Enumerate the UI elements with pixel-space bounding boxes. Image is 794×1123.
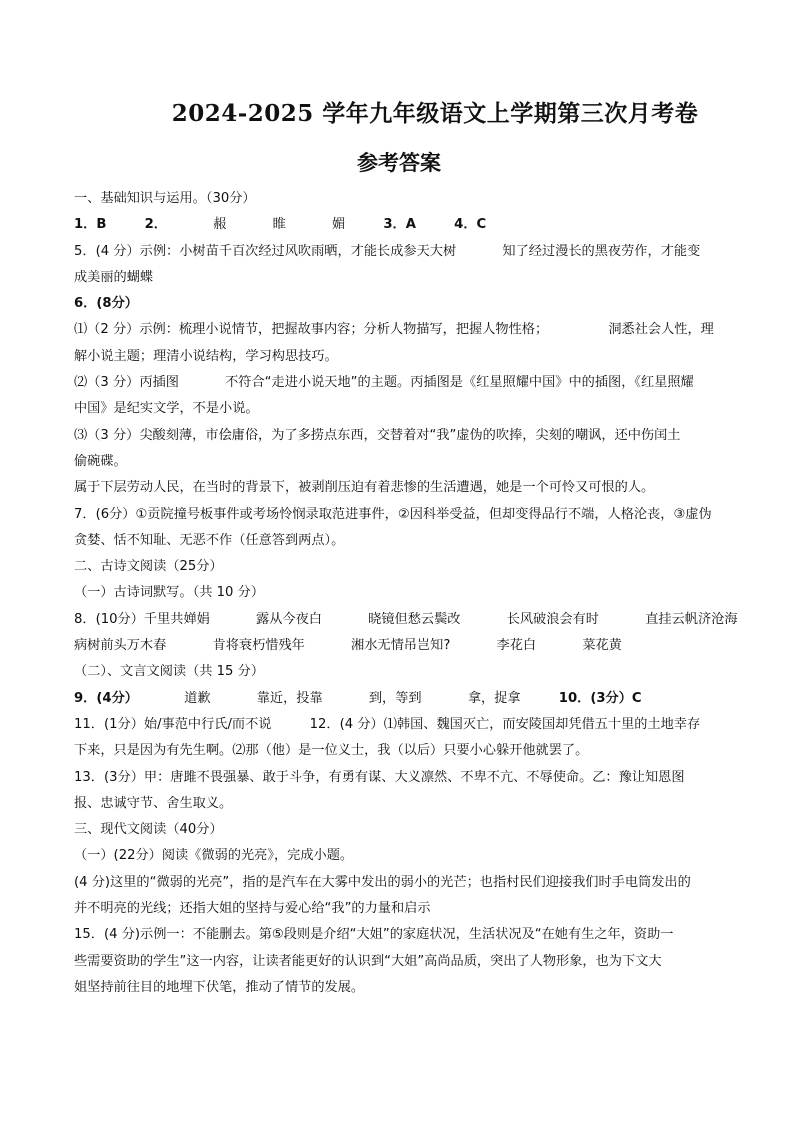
answer-8-item: 李花白 [496,638,537,654]
page-title: 2024-2025 学年九年级语文上学期第三次月考卷 [171,100,699,127]
answer-body [74,186,738,1001]
answer-6-3-line: 属于下层劳动人民，在当时的背景下，被剥削压迫有着悲惨的生活遭遇，她是一个可怜又可恨的人。 [74,480,655,496]
answer-13-line: 13．(3分）甲：唐雎不畏强暴、敢于斗争，有勇有谋、大义凛然、不卑不亢、不辱使命。乙：豫让知恩图 [74,769,685,785]
answer-5-part-b: 知了经过漫长的黑夜劳作，才能变 [502,243,701,259]
answer-12-line: 下来，只是因为有先生啊。⑵那（他）是一位义士，我（以后）只要小心躲开他就罢了。 [74,743,589,759]
answer-8-head: 8．(10分）千里共婵娟 [74,611,210,627]
answer-7-line: 7．(6分）①贡院撞号板事件或考场怜悯录取范进事件，②因科举受益，但却变得品行不端，人格沦丧，③虚伪 [74,506,712,522]
answer-8-line [74,633,722,659]
answer-9-item: 到，等到 [368,690,422,706]
answer-1: 1．B [74,217,107,233]
answer-6-3-line: ⑶（3 分）尖酸刻薄，市侩庸俗，为了多捞点东西，交替着对“我”虚伪的吹捧，尖刻的嘲讽，还中伤闰土 [74,427,681,443]
answer-15-line: 些需要资助的学生”这一内容，让读者能更好的认识到“大姐”高尚品质，突出了人物形象，也为下文大 [74,953,662,969]
answer-8-item: 肯将衰朽惜残年 [212,638,305,654]
subsection-heading: （一）古诗词默写。（共 10 分） [74,585,265,601]
answer-5-part-a: 5．(4 分）示例：小树苗千百次经过风吹雨晒，才能长成参天大树 [74,243,457,259]
section-heading: 一、基础知识与运用。（30分） [74,191,256,206]
answer-9-item: 拿，捉拿 [467,690,521,706]
answer-4: 4．C [454,217,487,233]
answer-2-char-b: 睢 [272,217,286,233]
section-heading: 三、现代文阅读（40分） [74,822,223,838]
answer-8-item: 晓镜但愁云鬓改 [368,611,461,627]
answer-6-1-part-b: 洞悉社会人性，理 [608,322,714,338]
answer-11: 11．(1分）始/事范中行氏/而不说 [74,716,272,732]
answer-6-1-line [74,317,722,343]
answer-10: 10．(3分）C [558,690,642,706]
answer-13-line: 报、忠诚守节、舍生取义。 [74,795,233,811]
answer-9-item: 道歉 [184,690,211,706]
answer-8-item: 长风破浪会有时 [506,611,599,627]
section-heading: 二、古诗文阅读（25分） [74,559,223,575]
answer-9-item: 靠近，投靠 [256,690,323,706]
answer-6-1-line: 解小说主题；理清小说结构，学习构思技巧。 [74,348,338,364]
answer-8-item: 菜花黄 [582,638,622,654]
answer-15-line: 姐坚持前往目的地埋下伏笔，推动了情节的发展。 [74,979,365,995]
answer-12-part-a: 12．(4 分）⑴韩国、魏国灭亡，而安陵国却凭借五十里的土地幸存 [309,716,701,732]
answer-8-line [74,607,738,633]
answer-6-3-line: 偷碗碟。 [74,453,127,469]
answer-9-10-line [74,686,722,712]
subsection-heading: （二）、文言文阅读（共 15 分） [74,664,265,680]
answer-14-line: 并不明亮的光线；还指大姐的坚持与爱心给“我”的力量和启示 [74,901,431,917]
answer-11-12-line [74,712,722,738]
answer-8-item: 露从今夜白 [256,611,322,627]
answer-5-line [74,239,722,265]
answer-2-char-a: 赧 [213,217,227,233]
answer-9-head: 9．(4分） [74,690,138,706]
answer-6-1-part-a: ⑴（2 分）示例：梳理小说情节，把握故事内容；分析人物描写，把握人物性格； [74,322,549,338]
answer-6-heading: 6．(8分） [74,296,138,312]
subsection-heading: （一）(22分）阅读《微弱的光亮》，完成小题。 [74,848,354,864]
answer-8-item: 直挂云帆济沧海 [645,611,738,627]
answer-6-2-part-a: ⑵（3 分）丙插图 [74,375,179,391]
answer-line-1-4 [74,212,722,238]
answer-3: 3．A [383,217,416,233]
answer-15-line: 15．(4 分)示例一：不能删去。第⑤段则是介绍“大姐”的家庭状况，生活状况及“在她有生之年，资助一 [74,927,674,943]
answer-5-line: 成美丽的蝴蝶 [74,269,154,285]
answer-6-2-line [74,370,722,396]
answer-8-item: 湘水无情吊岂知? [351,638,451,654]
answer-14-line: (4 分)这里的“微弱的光亮”，指的是汽车在大雾中发出的弱小的光芒；也指村民们迎接我们时手电筒发出的 [74,874,691,890]
answer-7-line: 贪婪、恬不知耻、无恶不作（任意答到两点）。 [74,532,345,548]
answer-6-2-part-b: 不符合“走进小说天地”的主题。丙插图是《红星照耀中国》中的插图，《红星照耀 [225,375,694,391]
answer-8-item: 病树前头万木春 [74,638,167,654]
answer-2: 2． [144,217,167,233]
answer-2-char-c: 媚 [331,217,346,233]
page-subtitle: 参考答案 [357,150,441,175]
answer-6-2-line: 中国》是纪实文学，不是小说。 [74,401,259,417]
